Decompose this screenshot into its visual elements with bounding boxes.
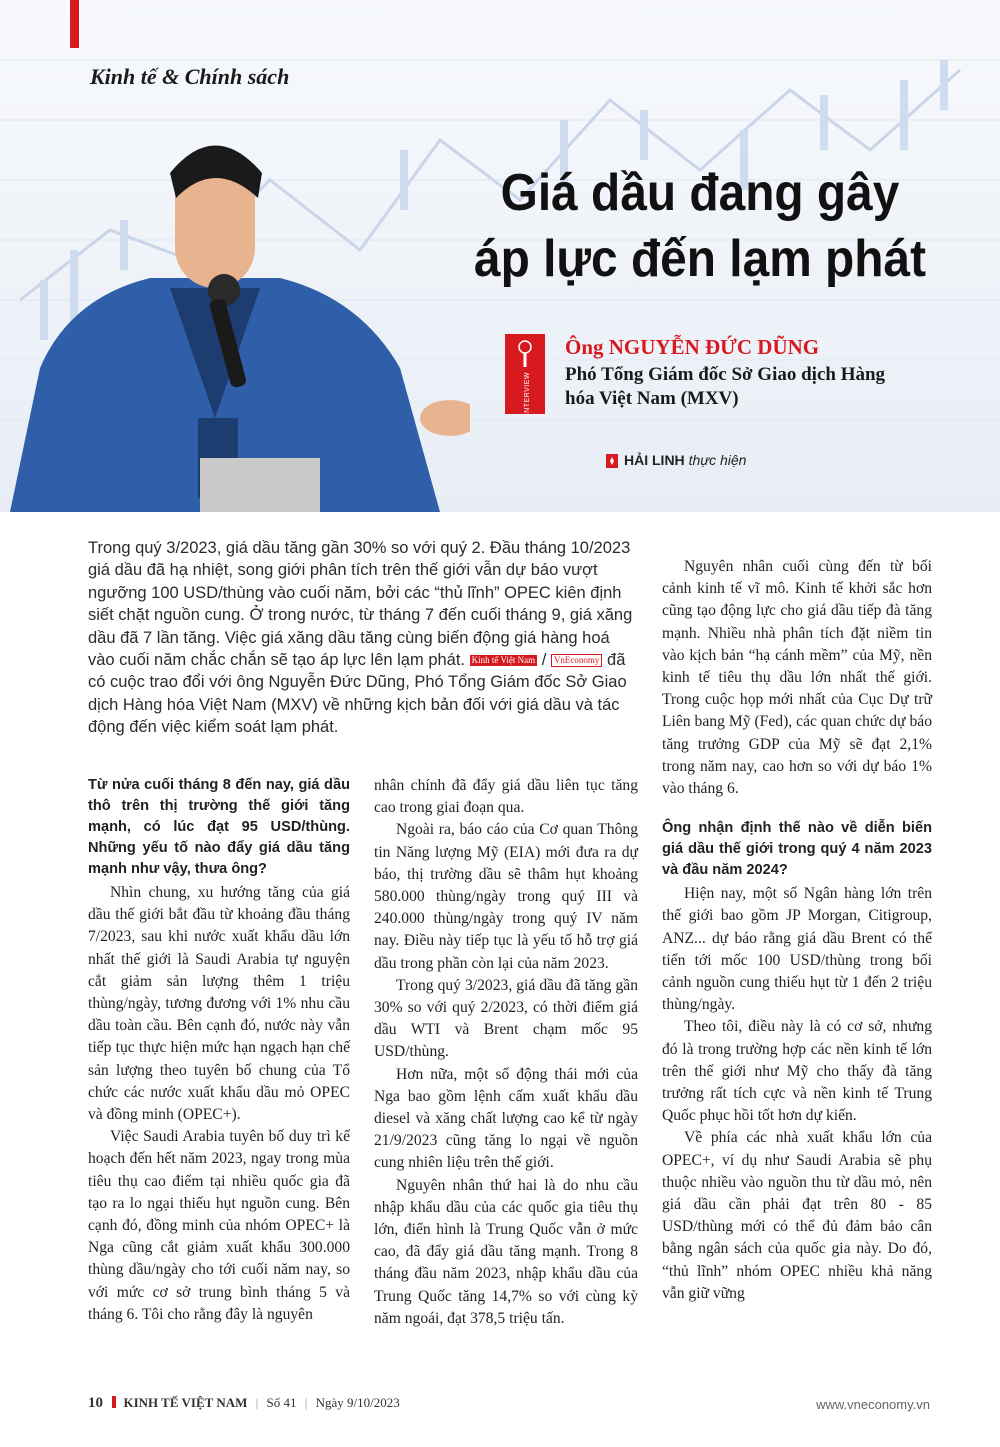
issue-number: Số 41	[266, 1395, 297, 1410]
footer-separator: |	[304, 1395, 308, 1410]
paragraph: Nhìn chung, xu hướng tăng của giá dầu thế giới bắt đầu từ khoảng đầu tháng 7/2023, sau khi nước xuất khẩu dầu lớn nhất thế giới là Saudi Arabia tự nguyện cắt giảm sản lượng thêm 1 triệu thùng/ngày, tương đương với 1% nhu cầu dầu toàn cầu. Bên cạnh đó, nước này vẫn tiếp tục thực hiện mức hạn ngạch hạn chế sản lượng theo tuyên bố chung của Tổ chức các nước xuất khẩu dầu mỏ OPEC và đồng minh (OPEC+).	[88, 884, 350, 1124]
interview-badge-label: INTERVIEW	[524, 372, 531, 416]
footer-accent-mark	[112, 1396, 116, 1408]
publication-badge-vneconomy: VnEconomy	[551, 654, 603, 667]
lead-slash: /	[541, 651, 547, 670]
microphone-icon	[514, 340, 536, 370]
paragraph: Nguyên nhân cuối cùng đến từ bối cảnh kinh tế vĩ mô. Kinh tế khởi sắc hơn cũng tạo động lực cho giá dầu tiếp đà tăng mạnh. Nhiều nhà phân tích đặt niềm tin vào kịch bản “hạ cánh mềm” của Mỹ, nền kinh tế tiêu thụ dầu lớn nhất thế giới. Trong cuộc họp mới nhất của Cục Dự trữ Liên bang Mỹ (Fed), các quan chức dự báo tăng trưởng GDP của Mỹ sẽ đạt 2,1% trong năm nay, cao hơn so với dự báo 1% vào tháng 6.	[662, 558, 932, 798]
author-suffix: thực hiện	[688, 452, 747, 468]
paragraph: nhân chính đã đẩy giá dầu liên tục tăng cao trong giai đoạn qua.	[374, 777, 638, 817]
footer-separator: |	[255, 1395, 259, 1410]
website-link[interactable]: www.vneconomy.vn	[816, 1397, 930, 1412]
hero-banner	[0, 0, 1000, 512]
issue-date: Ngày 9/10/2023	[315, 1395, 400, 1410]
interviewee-role: Phó Tổng Giám đốc Sở Giao dịch Hàng hóa Việt Nam (MXV)	[565, 364, 886, 409]
byline	[624, 452, 746, 468]
author-name: HẢI LINH	[624, 452, 685, 468]
page-footer	[88, 1395, 940, 1415]
lead-paragraph	[88, 537, 636, 739]
publication-name: KINH TẾ VIỆT NAM	[123, 1395, 248, 1410]
article-column-1	[88, 775, 350, 1326]
interviewee-name: Ông NGUYỄN ĐỨC DŨNG	[565, 335, 820, 359]
article-column-3	[662, 556, 932, 1305]
section-label: Kinh tế & Chính sách	[90, 64, 290, 89]
question-1: Từ nửa cuối tháng 8 đến nay, giá dầu thô trên thị trường thế giới tăng mạnh, có lúc đạt 95 USD/thùng. Những yếu tố nào đẩy giá dầu tăng mạnh như vậy, thưa ông?	[88, 777, 350, 877]
lead-text-1: Trong quý 3/2023, giá dầu tăng gần 30% so với quý 2. Đầu tháng 10/2023 giá dầu đã hạ nhiệt, song giới phân tích trên thế giới vẫn dự báo vượt ngưỡng 100 USD/thùng vào cuối năm, bởi các “thủ lĩnh” OPEC kiên định siết chặt nguồn cung. Ở trong nước, từ tháng 7 đến cuối tháng 9, giá xăng dầu đã 7 lần tăng. Việc giá xăng dầu tăng cùng biến động giá hàng hoá vào cuối năm chắc chắn sẽ tạo áp lực lên lạm phát.	[88, 539, 633, 670]
paragraph: Theo tôi, điều này là có cơ sở, nhưng đó là trong trường hợp các nền kinh tế lớn trên thế giới như Mỹ cho thấy đà tăng trưởng rất tích cực và nền kinh tế Trung Quốc phục hồi tốt hơn dự kiến.	[662, 1018, 932, 1125]
article-column-2	[374, 775, 638, 1330]
article-title-line-1: Giá dầu đang gây	[500, 164, 900, 222]
paragraph: Việc Saudi Arabia tuyên bố duy trì kế hoạch đến hết năm 2023, ngay trong mùa tiêu thụ cao điểm tại nhiều quốc gia đã tạo ra lo ngại thiếu hụt nguồn cung. Bên cạnh đó, đồng minh của nhóm OPEC+ là Nga cũng cắt giảm xuất khẩu 300.000 thùng dầu/ngày cho tới cuối năm nay, so với mức cơ sở trung bình tháng 5 và tháng 6. Tôi cho rằng đây là nguyên	[88, 1128, 350, 1323]
article-title	[442, 160, 957, 292]
speaker-photo	[0, 118, 470, 512]
article-title-line-2: áp lực đến lạm phát	[473, 230, 927, 288]
paragraph: Về phía các nhà xuất khẩu lớn của OPEC+, ví dụ như Saudi Arabia sẽ phụ thuộc nhiều vào nguồn thu từ dầu mỏ, nên giá dầu cần phải đạt trên 80 - 85 USD/thùng mới có thể đủ đảm bảo cân bằng ngân sách của quốc gia này. Do đó, “thủ lĩnh” nhóm OPEC nhiều khả năng vẫn giữ vững	[662, 1129, 932, 1302]
paragraph: Nguyên nhân thứ hai là do nhu cầu nhập khẩu dầu của các quốc gia tiêu thụ lớn, điển hình là Trung Quốc vẫn ở mức cao, đã đẩy giá dầu tăng mạnh. Trong 8 tháng đầu năm 2023, nhập khẩu dầu của Trung Quốc tăng 14,7% so với cùng kỳ năm ngoái, đạt 378,5 triệu tấn.	[374, 1176, 638, 1327]
paragraph: Ngoài ra, báo cáo của Cơ quan Thông tin Năng lượng Mỹ (EIA) mới đưa ra dự báo, thị trường dầu sẽ thâm hụt khoảng 580.000 thùng/ngày trong quý III và 240.000 thùng/ngày trong quý IV năm nay. Điều này tiếp tục là yếu tố hỗ trợ giá dầu trong phần còn lại của năm 2023.	[374, 821, 638, 972]
section-accent-bar	[70, 0, 79, 48]
paragraph: Trong quý 3/2023, giá dầu đã tăng gần 30% so với quý 2/2023, có thời điểm giá dầu WTI và Brent chạm mốc 95 USD/thùng.	[374, 976, 638, 1061]
paragraph: Hơn nữa, một số động thái mới của Nga bao gồm lệnh cấm xuất khẩu dầu diesel và xăng chất lượng cao kể từ ngày 21/9/2023 cũng tăng lo ngại về nguồn cung nhiên liệu trên thế giới.	[374, 1065, 638, 1172]
question-2: Ông nhận định thế nào về diễn biến giá dầu thế giới trong quý 4 năm 2023 và đầu năm 2024?	[662, 820, 932, 879]
publication-badge-kinhte: Kinh tế Việt Nam	[471, 655, 536, 666]
lead-text-2: đã có cuộc trao đổi với ông Nguyễn Đức Dũng, Phó Tổng Giám đốc Sở Giao dịch Hàng hóa Việt Nam (MXV) về những kịch bản đối với giá dầu và tác động đến việc kiểm soát lạm phát.	[88, 651, 627, 737]
paragraph: Hiện nay, một số Ngân hàng lớn trên thế giới bao gồm JP Morgan, Citigroup, ANZ... dự báo rằng giá dầu Brent có thể tiến tới mốc 100 USD/thùng trong bối cảnh nguồn cung thiếu hụt từ 1 đến 2 triệu thùng/ngày.	[662, 885, 932, 1014]
page-number: 10	[88, 1395, 103, 1411]
pen-icon	[606, 454, 618, 468]
